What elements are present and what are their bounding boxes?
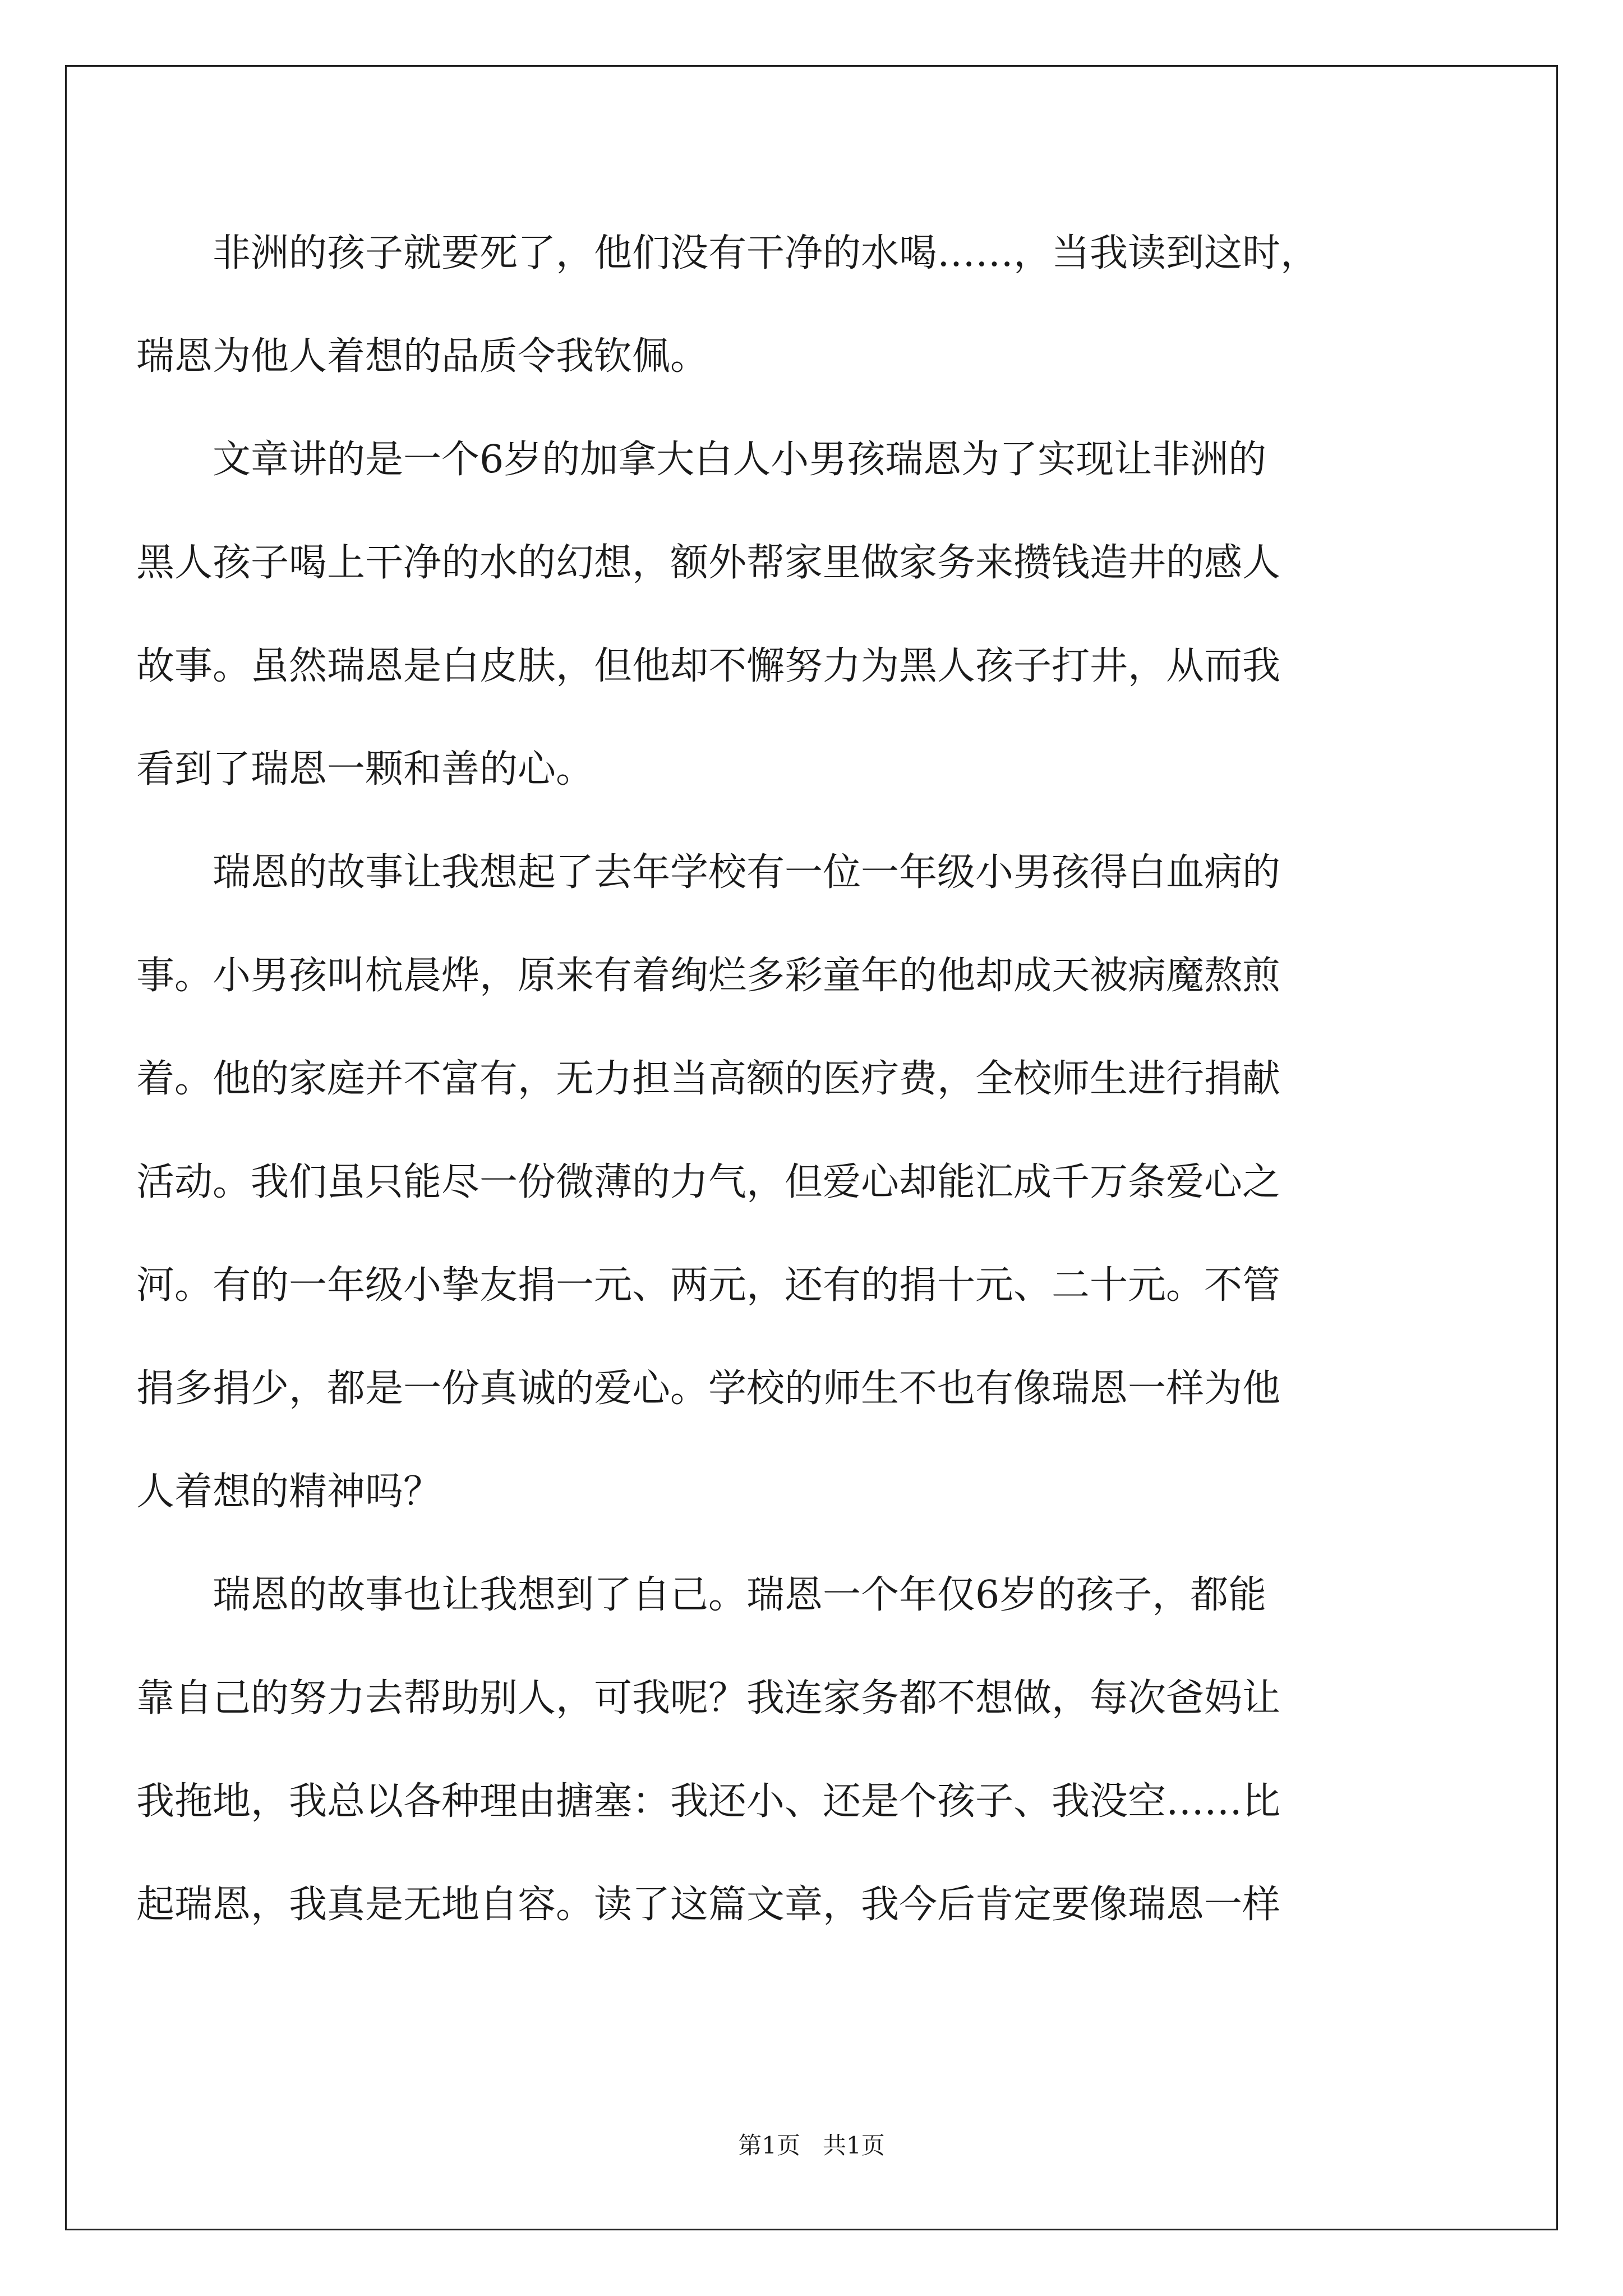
- paragraph-3: 瑞恩的故事让我想起了去年学校有一位一年级小男孩得白血病的 事。小男孩叫杭晨烨，原来有着绚烂多彩童年的他却成天被病魔熬煎 着。他的家庭并不富有，无力担当高额的医疗费，全校师生进行捐献 活动。我们虽只能尽一份微薄的力气，但爱心却能汇成千万条爱心之 河。有的一年级小挚友捐一元、两元，还有的捐十元、二十元。不管 捐多捐少，都是一份真诚的爱心。学校的师生不也有像瑞恩一样为他 人着想的精神吗？: [136, 850, 1281, 1514]
- paragraph-4: 瑞恩的故事也让我想到了自己。瑞恩一个年仅6岁的孩子，都能 靠自己的努力去帮助别人，可我呢？我连家务都不想做，每次爸妈让 我拖地，我总以各种理由搪塞：我还小、还是个孩子、我没空……比 起瑞恩，我真是无地自容。读了这篇文章，我今后肯定要像瑞恩一样: [136, 1573, 1281, 1927]
- paragraph-1: 非洲的孩子就要死了，他们没有干净的水喝……，当我读到这时， 瑞恩为他人着想的品质令我钦佩。: [136, 231, 1319, 379]
- page-number: 第1页: [738, 2132, 800, 2159]
- page-footer: [0, 2129, 1623, 2162]
- paragraph-2: 文章讲的是一个6岁的加拿大白人小男孩瑞恩为了实现让非洲的 黑人孩子喝上干净的水的幻想，额外帮家里做家务来攒钱造井的感人 故事。虽然瑞恩是白皮肤，但他却不懈努力为黑人孩子打井，从而我 看到了瑞恩一颗和善的心。: [136, 438, 1281, 792]
- document-body: [136, 202, 1418, 1957]
- page-total: 共1页: [823, 2132, 885, 2159]
